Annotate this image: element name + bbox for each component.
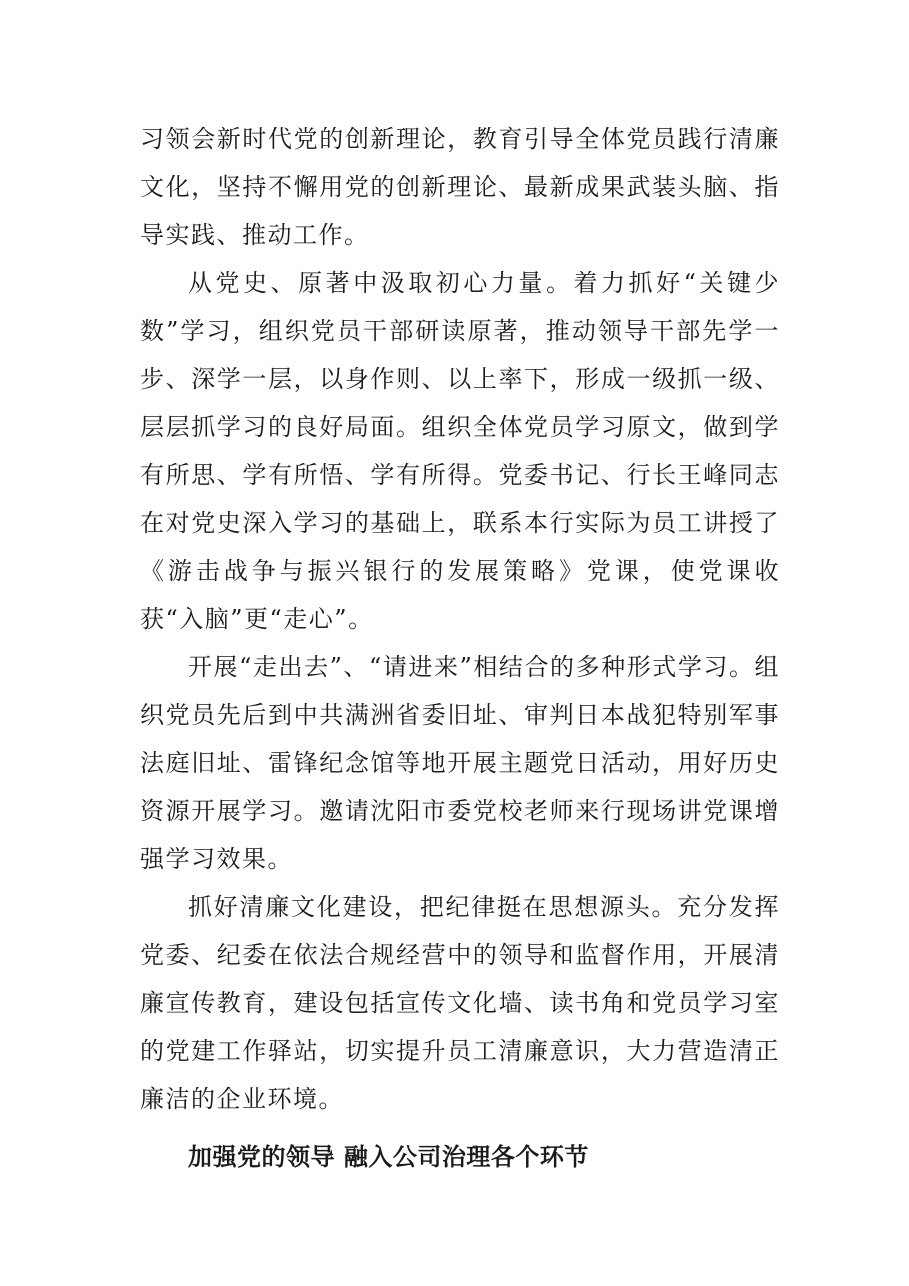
paragraph-integrity-culture: 抓好清廉文化建设，把纪律挺在思想源头。充分发挥党委、纪委在依法合规经营中的领导和监督作用，开展清廉宣传教育，建设包括宣传文化墙、读书角和党员学习室的党建工作驿站，切实提升员工清廉意识，大力营造清正廉洁的企业环境。 bbox=[140, 893, 780, 1113]
section-heading: 加强党的领导 融入公司治理各个环节 bbox=[188, 1143, 589, 1171]
document-body bbox=[140, 115, 780, 1181]
paragraph-continued: 习领会新时代党的创新理论，教育引导全体党员践行清廉文化，坚持不懈用党的创新理论、最新成果武装头脑、指导实践、推动工作。 bbox=[140, 125, 780, 249]
paragraph-study-forms: 开展“走出去”、“请进来”相结合的多种形式学习。组织党员先后到中共满洲省委旧址、审判日本战犯特别军事法庭旧址、雷锋纪念馆等地开展主题党日活动，用好历史资源开展学习。邀请沈阳市委党校老师来行现场讲党课增强学习效果。 bbox=[140, 653, 780, 873]
paragraph-party-history: 从党史、原著中汲取初心力量。着力抓好“关键少数”学习，组织党员干部研读原著，推动领导干部先学一步、深学一层，以身作则、以上率下，形成一级抓一级、层层抓学习的良好局面。组织全体党员学习原文，做到学有所思、学有所悟、学有所得。党委书记、行长王峰同志在对党史深入学习的基础上，联系本行实际为员工讲授了《游击战争与振兴银行的发展策略》党课，使党课收获“入脑”更“走心”。 bbox=[140, 269, 780, 633]
